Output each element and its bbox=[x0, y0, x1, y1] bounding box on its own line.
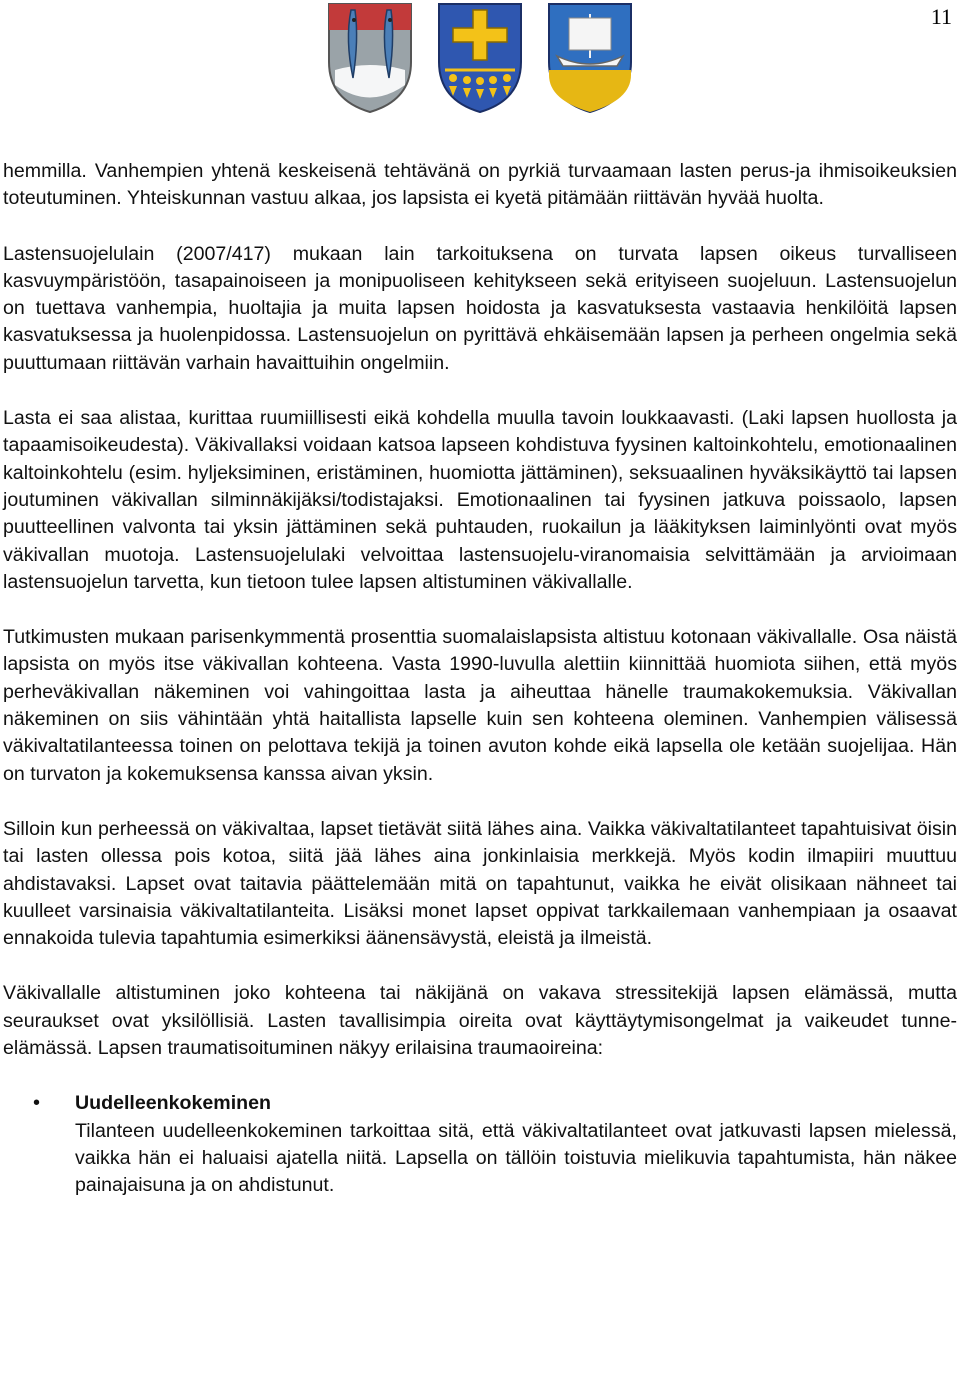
paragraph: Lastensuojelulain (2007/417) mukaan lain tarkoituksena on turvata lapsen oikeus turvalliseen kasvuympäristöön, tasapainoiseen ja monipuoliseen kehitykseen sekä erityiseen suojeluun. Lastensuojelun on tuettava vanhempia, huoltajia ja muita lapsen hoidosta ja kasvatuksesta vastaavia henkilöitä lapsen kasvatuksessa ja huolenpidossa. Lastensuojelun on pyrittävä ehkäisemään lapsen ja perheen ongelmia sekä puuttumaan riittävän varhain havaittuihin ongelmiin. bbox=[3, 242, 957, 374]
paragraph: Tutkimusten mukaan parisenkymmentä prosenttia suomalaislapsista altistuu kotonaan väkivallalle. Osa näistä lapsista on myös itse väkivallan kohteena. Vasta 1990-luvulla alettiin kiinnittää huomiota siihen, että myös perheväkivallan näkeminen voi vahingoittaa lasta ja aiheuttaa hänelle traumakokemuksia. Väkivallan näkeminen on siis vähintään yhtä haitallista lapselle kuin sen kohteena oleminen. Vanhempien välisessä väkivaltatilanteessa toinen on pelottava tekijä ja toinen avuton kohde eikä lapsella ole ketään suojelijaa. Hän on turvaton ja kokemuksensa kanssa aivan yksin. bbox=[3, 626, 957, 785]
header-crests bbox=[325, 0, 635, 115]
paragraph: hemmilla. Vanhempien yhtenä keskeisenä tehtävänä on pyrkiä turvaamaan lasten perus-ja ihmisoikeuksien toteutuminen. Yhteiskunnan vastuu alkaa, jos lapsista ei kyetä pitämään riittävän hyvää huolta. bbox=[3, 160, 957, 210]
paragraph: Silloin kun perheessä on väkivaltaa, lapset tietävät siitä lähes aina. Vaikka väkivaltatilanteet tapahtuisivat öisin tai lasten ollessa pois kotoa, siitä jää lähes aina jonkinlaisia merkkejä. Myös kodin ilmapiiri muuttuu ahdistavaksi. Lapset ovat taitavia päättelemään mitä on tapahtunut, vaikka he eivät olisikaan nähneet tai kuulleet varsinaisia väkivaltatilanteita. Lisäksi monet lapset oppivat tarkkailemaan vanhempiaan ja osaavat ennakoida tulevia tapahtumia esimerkiksi äänensävystä, eleistä ja ilmeistä. bbox=[3, 817, 957, 950]
bullet-icon: • bbox=[33, 1092, 41, 1115]
fish-crest-icon bbox=[325, 0, 415, 115]
paragraph: Väkivallalle altistuminen joko kohteena tai näkijänä on vakava stressitekijä lapsen elämässä, mutta seuraukset ovat yksilöllisiä. Lasten tavallisimpia oireita ovat käyttäytymisongelmat ja vaikeudet tunne-elämässä. Lapsen traumatisoituminen näkyy erilaisina traumaoireina: bbox=[3, 982, 957, 1060]
list-item bbox=[3, 1090, 957, 1199]
list-item-text: Tilanteen uudelleenkokeminen tarkoittaa sitä, että väkivaltatilanteet ovat jatkuvasti lapsen mielessä, vaikka hän ei haluaisi ajatella niitä. Lapsella on tällöin toistuvia mielikuvia tapahtumista, hän näkee painajaisuna ja on ahdistunut. bbox=[75, 1119, 957, 1197]
ship-crest-icon bbox=[545, 0, 635, 115]
paragraph: Lasta ei saa alistaa, kurittaa ruumiillisesti eikä kohdella muulla tavoin loukkaavasti. (Laki lapsen huollosta ja tapaamisoikeudesta). Väkivallaksi voidaan katsoa lapseen kohdistuva fyysinen kaltoinkohtelu, emotionaalinen kaltoinkohtelu (esim. hyljeksiminen, eristäminen, huomiotta jättäminen), seksuaalinen hyväksikäyttö tai lapsen joutuminen väkivallan silminnäkijäksi/todistajaksi. Emotionaalinen tai fyysinen jatkuva poissaolo, lapsen puutteellinen valvonta tai yksin jättäminen sekä puhtauden, ruokailun ja lääkityksen laiminlyönti ovat myös väkivallan muotoja. Lastensuojelulaki velvoittaa lastensuojelu-viranomaisia selvittämään ja arvioimaan lastensuojelun tarvetta, kun tietoon tulee lapsen altistuminen väkivallalle. bbox=[3, 407, 957, 593]
list-item-title: Uudelleenkokeminen bbox=[75, 1092, 271, 1115]
page-number: 11 bbox=[930, 4, 952, 29]
document-body bbox=[3, 158, 957, 1200]
trauma-symptom-list bbox=[3, 1090, 957, 1199]
cross-crest-icon bbox=[435, 0, 525, 115]
